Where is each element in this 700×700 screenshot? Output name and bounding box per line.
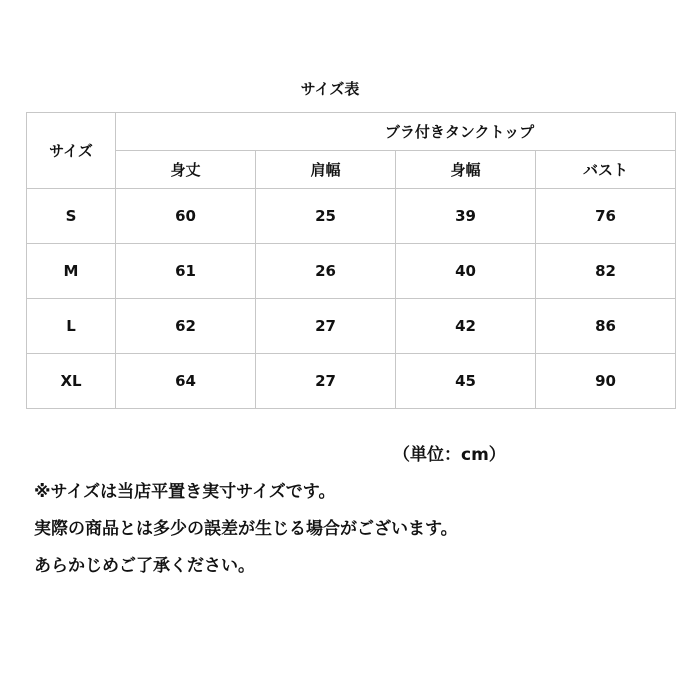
column-header-bust: バスト [536, 151, 676, 189]
note-line: あらかじめご了承ください。 [34, 556, 255, 576]
column-header-shoulder: 肩幅 [256, 151, 396, 189]
note-line: ※サイズは当店平置き実寸サイズです。 [34, 482, 336, 502]
column-header-row [27, 151, 676, 189]
unit-note: （単位：cm） [393, 445, 506, 465]
table-row [27, 244, 676, 299]
table-cell: 64 [116, 354, 256, 409]
table-cell: 40 [396, 244, 536, 299]
table-cell: 62 [116, 299, 256, 354]
table-row [27, 189, 676, 244]
column-header-length: 身丈 [116, 151, 256, 189]
table-header-row [27, 113, 676, 151]
table-cell: 45 [396, 354, 536, 409]
product-group-header: ブラ付きタンクトップ [116, 113, 676, 151]
table-cell: 42 [396, 299, 536, 354]
table-cell: 76 [536, 189, 676, 244]
size-table [26, 112, 676, 409]
table-row [27, 299, 676, 354]
size-cell: L [27, 299, 116, 354]
table-cell: 61 [116, 244, 256, 299]
table-cell: 39 [396, 189, 536, 244]
column-header-width: 身幅 [396, 151, 536, 189]
table-cell: 27 [256, 299, 396, 354]
size-cell: S [27, 189, 116, 244]
table-cell: 86 [536, 299, 676, 354]
table-cell: 60 [116, 189, 256, 244]
table-cell: 27 [256, 354, 396, 409]
table-row [27, 354, 676, 409]
table-cell: 26 [256, 244, 396, 299]
table-cell: 90 [536, 354, 676, 409]
size-column-header: サイズ [27, 113, 116, 189]
table-cell: 25 [256, 189, 396, 244]
table-cell: 82 [536, 244, 676, 299]
notes-block [34, 474, 458, 585]
page-title: サイズ表 [300, 80, 360, 98]
size-cell: XL [27, 354, 116, 409]
size-cell: M [27, 244, 116, 299]
note-line: 実際の商品とは多少の誤差が生じる場合がございます。 [34, 519, 458, 539]
